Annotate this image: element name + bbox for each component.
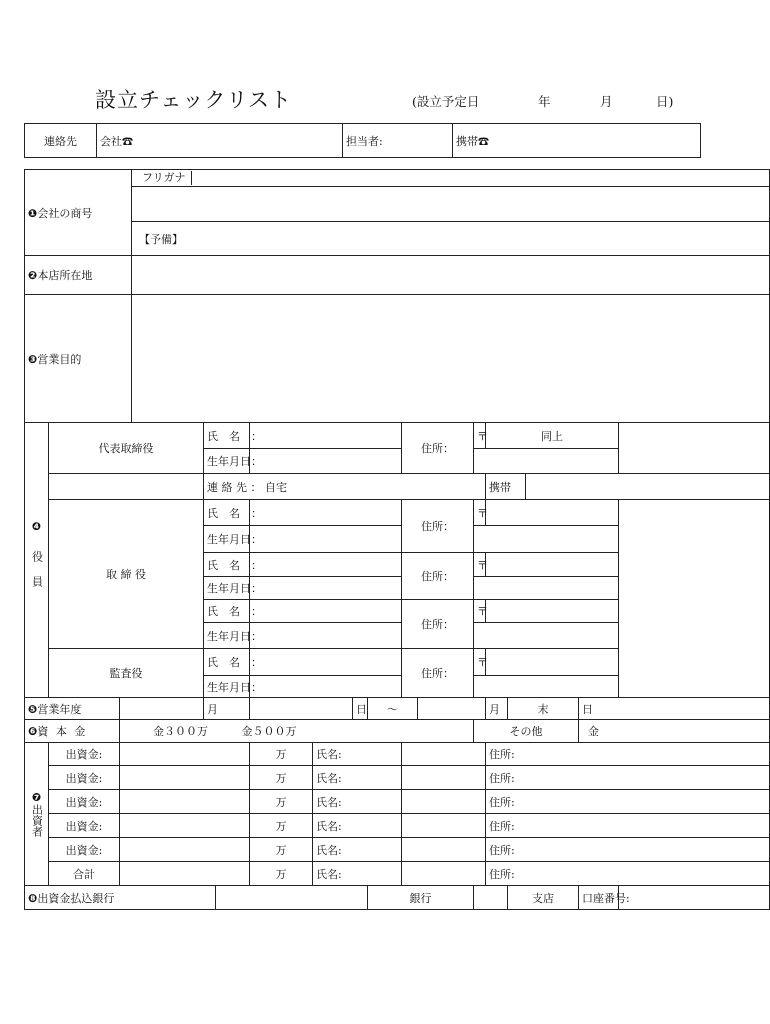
director1-address-input[interactable] [474,526,619,553]
director3-name-label: 氏 名 ： [204,600,250,623]
investor2-addr-field[interactable]: 住所: [486,766,770,790]
spare-name-field[interactable] [132,222,770,256]
number-3-icon: ❸ [28,352,38,366]
auditor-name-label: 氏 名 ： [204,649,250,676]
investor-total-name-rest[interactable] [402,862,486,886]
bank-name-input[interactable] [216,886,368,910]
investor-total-amount[interactable] [120,862,250,886]
rep-mobile-input[interactable] [526,474,770,500]
mobile-label: 携帯☎ [456,134,489,148]
director1-postal-input[interactable] [486,500,619,526]
contact-label: 連絡先 [25,124,97,158]
director2-postal-input[interactable] [486,553,619,577]
investor4-man: 万 [250,814,313,838]
investor3-label: 出資金: [49,790,120,814]
director3-postal-label: 〒 [474,600,486,623]
fiscal-day1-input[interactable] [250,698,353,720]
director2-postal-label: 〒 [474,553,486,577]
director3-postal-input[interactable] [486,600,619,623]
rep-postal-label: 〒 [474,423,486,449]
investor1-name-field[interactable]: 氏名: [313,743,402,766]
number-4-icon: ❹ [31,519,42,533]
fiscal-month2-label: 月 [486,698,508,720]
number-8-icon: ❽ [28,891,38,905]
rep-birth-input[interactable] [250,449,402,474]
director2-address-input[interactable] [474,577,619,600]
head-office-label: ❷本店所在地 [25,256,132,295]
investors-label: ❼ 出資者 [25,743,49,886]
bank-label: ❽出資金払込銀行 [25,886,216,910]
capital-other-label: その他 [474,720,579,743]
investor4-name-field[interactable]: 氏名: [313,814,402,838]
planned-date [412,92,682,110]
auditor-label: 監査役 [49,649,204,698]
fiscal-year-label: ❺営業年度 [25,698,120,720]
investor1-name-rest[interactable] [402,743,486,766]
number-7-icon: ❼ [31,791,42,804]
date-prefix: (設立予定日 [412,94,480,109]
investor2-name-rest[interactable] [402,766,486,790]
furigana-label: フリガナ [142,171,192,185]
director1-name-input[interactable] [250,500,402,526]
director3-birth-input[interactable] [250,623,402,649]
rep-mobile-label: 携帯 [486,474,526,500]
investor2-name-field[interactable]: 氏名: [313,766,402,790]
auditor-postal-input[interactable] [486,649,619,676]
number-5-icon: ❺ [28,702,38,716]
number-6-icon: ❻ [28,725,38,738]
investor5-name-field[interactable]: 氏名: [313,838,402,862]
investor2-man: 万 [250,766,313,790]
investor4-amount[interactable] [120,814,250,838]
account-input[interactable] [619,886,770,910]
investor3-addr-field[interactable]: 住所: [486,790,770,814]
branch-input[interactable] [474,886,508,910]
capital-options[interactable] [120,720,474,743]
investor-total-label: 合計 [49,862,120,886]
furigana-field[interactable] [132,170,770,187]
director1-birth-input[interactable] [250,526,402,553]
investor1-amount[interactable] [120,743,250,766]
person-field[interactable] [343,124,453,158]
auditor-name-input[interactable] [250,649,402,676]
company-phone-label: 会社☎ [100,134,133,148]
fiscal-day1-label: 日 [353,698,368,720]
investor3-name-rest[interactable] [402,790,486,814]
rep-postal-input[interactable]: 同上 [486,423,619,449]
number-2-icon: ❷ [28,269,38,282]
fiscal-month2-input[interactable] [418,698,486,720]
page-title: 設立チェックリスト [95,88,292,112]
director1-name-label: 氏 名 ： [204,500,250,526]
director2-birth-label: 生年月日： [204,577,250,600]
investor4-label: 出資金: [49,814,120,838]
company-phone-field[interactable] [97,124,343,158]
director1-address-label: 住所： [402,500,474,553]
business-purpose-label: ❸営業目的 [25,295,132,423]
investor-total-addr-field[interactable]: 住所: [486,862,770,886]
company-name-label: ❶会社の商号 [25,170,132,256]
auditor-birth-input[interactable] [250,676,402,698]
rep-contact-field[interactable]: 連 絡 先 ： 自宅 [204,474,486,500]
investor5-name-rest[interactable] [402,838,486,862]
capital-label: ❻資 本 金 [25,720,120,743]
auditor-birth-label: 生年月日： [204,676,250,698]
director-label: 取 締 役 [49,500,204,649]
date-month: 月 [600,94,613,109]
investor1-label: 出資金: [49,743,120,766]
investor4-name-rest[interactable] [402,814,486,838]
capital-other-field[interactable]: 金 [579,720,770,743]
investor3-name-field[interactable]: 氏名: [313,790,402,814]
rep-name-label: 氏 名 ： [204,423,250,449]
business-purpose-input[interactable] [132,295,770,423]
investor2-label: 出資金: [49,766,120,790]
rep-address-input[interactable] [474,449,619,474]
investor1-addr-field[interactable]: 住所: [486,743,770,766]
fiscal-month1-label: 月 [204,698,250,720]
contact-table [24,123,701,158]
director3-address-label: 住所： [402,600,474,649]
fiscal-end-label: 末 [508,698,579,720]
director1-postal-label: 〒 [474,500,486,526]
rep-name-input[interactable] [250,423,402,449]
fiscal-day2-label: 日 [579,698,770,720]
investor4-addr-field[interactable]: 住所: [486,814,770,838]
investor5-amount[interactable] [120,838,250,862]
auditor-address-input[interactable] [474,676,619,698]
investor3-man: 万 [250,790,313,814]
person-label: 担当者: [346,134,383,148]
investor5-addr-field[interactable]: 住所: [486,838,770,862]
auditor-address-label: 住所： [402,649,474,698]
director2-name-label: 氏 名 ： [204,553,250,577]
investor3-amount[interactable] [120,790,250,814]
director2-birth-input[interactable] [250,577,402,600]
rep-address-label: 住所： [402,423,474,474]
capital-option-300[interactable]: 金３００万 [153,725,208,738]
director3-address-input[interactable] [474,623,619,649]
main-form-table [24,169,770,910]
fiscal-tilde: ～ [368,698,418,720]
account-label: 口座番号: [579,886,619,910]
investor5-man: 万 [250,838,313,862]
director3-name-input[interactable] [250,600,402,623]
branch-suffix: 支店 [508,886,579,910]
bank-suffix: 銀行 [368,886,474,910]
investor-total-name-field[interactable]: 氏名: [313,862,402,886]
director1-birth-label: 生年月日： [204,526,250,553]
spare-label: 【予備】 [139,232,184,246]
investor5-label: 出資金: [49,838,120,862]
investor1-man: 万 [250,743,313,766]
rep-director-label: 代表取締役 [49,423,204,474]
auditor-postal-label: 〒 [474,649,486,676]
capital-option-500[interactable]: 金５００万 [241,725,297,738]
company-name-input[interactable] [132,187,770,222]
date-year: 年 [538,94,551,109]
investor2-amount[interactable] [120,766,250,790]
fiscal-month1-input[interactable] [120,698,204,720]
director2-address-label: 住所： [402,553,474,600]
director3-birth-label: 生年月日： [204,623,250,649]
number-1-icon: ❶ [28,206,38,220]
director2-name-input[interactable] [250,553,402,577]
investor-total-man: 万 [250,862,313,886]
head-office-input[interactable] [132,256,770,295]
mobile-field[interactable] [453,124,701,158]
officers-label: ❹ 役員 [25,423,49,698]
rep-birth-label: 生年月日： [204,449,250,474]
date-day: 日) [656,94,674,109]
